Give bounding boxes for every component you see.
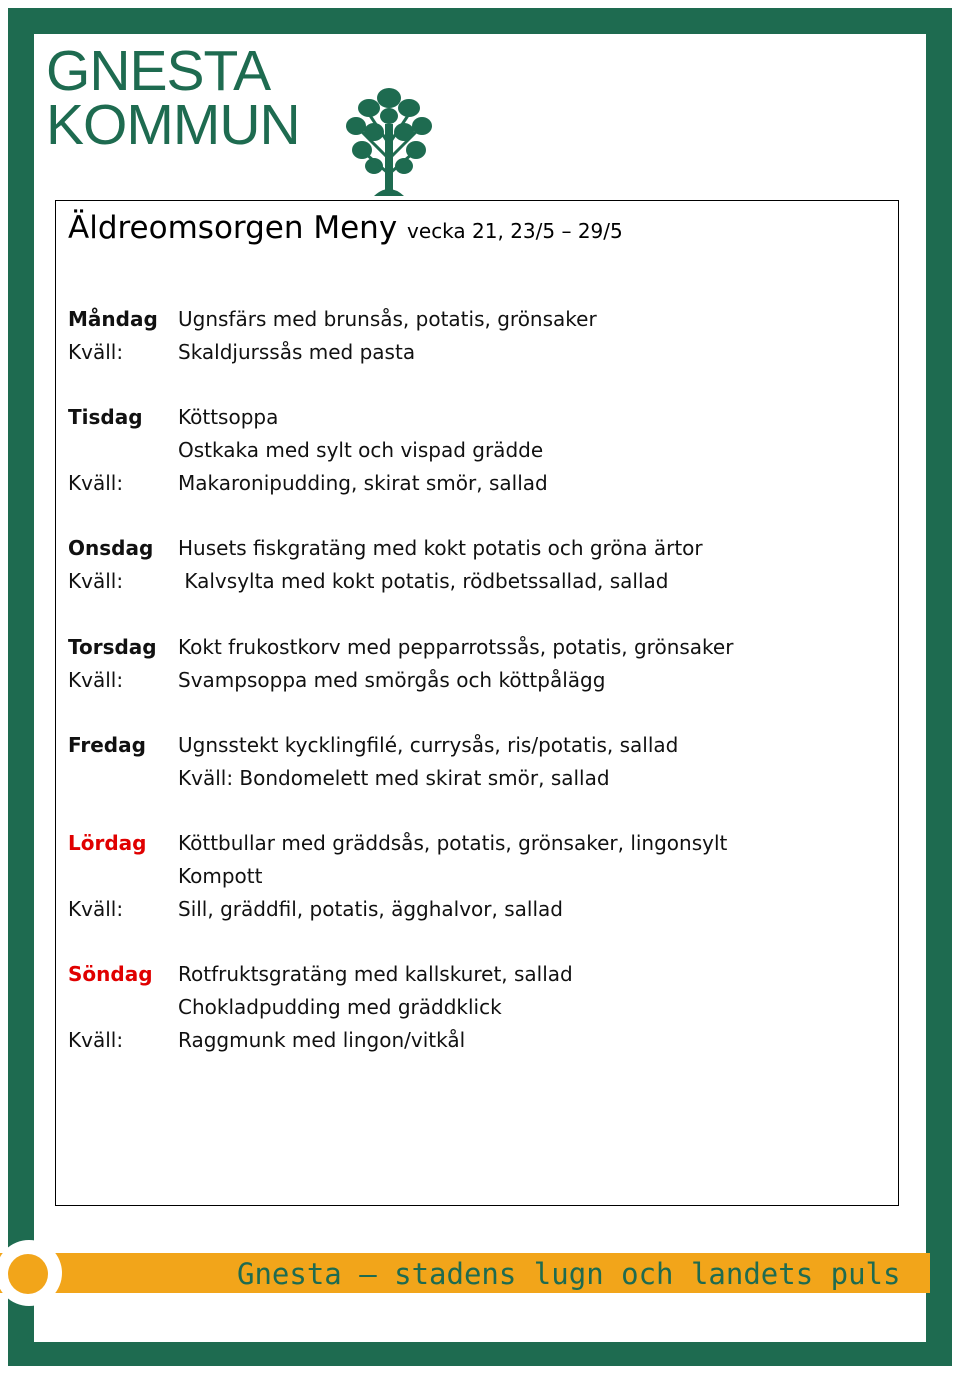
- menu-row: [68, 664, 605, 697]
- menu-dish: Kalvsylta med kokt potatis, rödbetssallad, sallad: [178, 569, 669, 593]
- menu-row: [68, 336, 415, 369]
- menu-row: [68, 434, 543, 467]
- menu-day: Tisdag: [68, 405, 143, 429]
- menu-day: Måndag: [68, 307, 158, 331]
- menu-row: [68, 565, 669, 598]
- menu-dish: Kompott: [178, 864, 263, 888]
- menu-title-main: Äldreomsorgen Meny: [68, 210, 398, 246]
- menu-dish: Husets fiskgratäng med kokt potatis och gröna ärtor: [178, 536, 703, 560]
- menu-row: [68, 729, 678, 762]
- menu-day: Onsdag: [68, 536, 154, 560]
- menu-day: Kväll:: [68, 668, 124, 692]
- menu-row: [68, 303, 597, 336]
- menu-row: [68, 958, 573, 991]
- menu-title: [68, 210, 623, 246]
- menu-dish: Sill, gräddfil, potatis, ägghalvor, sallad: [178, 897, 563, 921]
- menu-row: [68, 893, 563, 926]
- menu-dish: Ostkaka med sylt och vispad grädde: [178, 438, 544, 462]
- menu-row: [68, 631, 733, 664]
- menu-dish: Makaronipudding, skirat smör, sallad: [178, 471, 548, 495]
- menu-dish: Svampsoppa med smörgås och köttpålägg: [178, 668, 606, 692]
- menu-row: [68, 1024, 465, 1057]
- logo-line-1: GNESTA: [46, 39, 271, 103]
- menu-dish: Ugnsfärs med brunsås, potatis, grönsaker: [178, 307, 597, 331]
- menu-day: Lördag: [68, 831, 147, 855]
- menu-day: Kväll:: [68, 471, 124, 495]
- menu-dish: Kokt frukostkorv med pepparrotssås, potatis, grönsaker: [178, 635, 734, 659]
- menu-row: [68, 467, 548, 500]
- menu-row: [68, 860, 262, 893]
- menu-dish: Köttbullar med gräddsås, potatis, grönsaker, lingonsylt: [178, 831, 728, 855]
- menu-day: Kväll:: [68, 340, 124, 364]
- gnesta-kommun-logo: [46, 39, 300, 157]
- menu-row: [68, 991, 502, 1024]
- menu-day: Torsdag: [68, 635, 157, 659]
- menu-dish: Skaldjurssås med pasta: [178, 340, 416, 364]
- menu-day: Kväll:: [68, 1028, 124, 1052]
- menu-dish: Chokladpudding med gräddklick: [178, 995, 502, 1019]
- menu-dish: Ugnsstekt kycklingfilé, currysås, ris/potatis, sallad: [178, 733, 679, 757]
- menu-row: [68, 401, 278, 434]
- menu-day: Kväll:: [68, 897, 124, 921]
- menu-dish: Rotfruktsgratäng med kallskuret, sallad: [178, 962, 573, 986]
- menu-title-week: vecka 21, 23/5 – 29/5: [407, 219, 623, 243]
- menu-day: Kväll:: [68, 569, 124, 593]
- menu-day: Söndag: [68, 962, 153, 986]
- menu-dish: Köttsoppa: [178, 405, 279, 429]
- menu-day: Fredag: [68, 733, 146, 757]
- footer-slogan: Gnesta – stadens lugn och landets puls: [237, 1257, 901, 1291]
- menu-dish: Kväll: Bondomelett med skirat smör, sallad: [178, 766, 610, 790]
- menu-row: [68, 762, 610, 795]
- logo-line-2: KOMMUN: [46, 93, 300, 157]
- menu-row: [68, 532, 703, 565]
- menu-row: [68, 827, 727, 860]
- menu-dish: Raggmunk med lingon/vitkål: [178, 1028, 466, 1052]
- tree-logo-icon: [344, 84, 434, 199]
- footer-circle-icon: [8, 1254, 48, 1294]
